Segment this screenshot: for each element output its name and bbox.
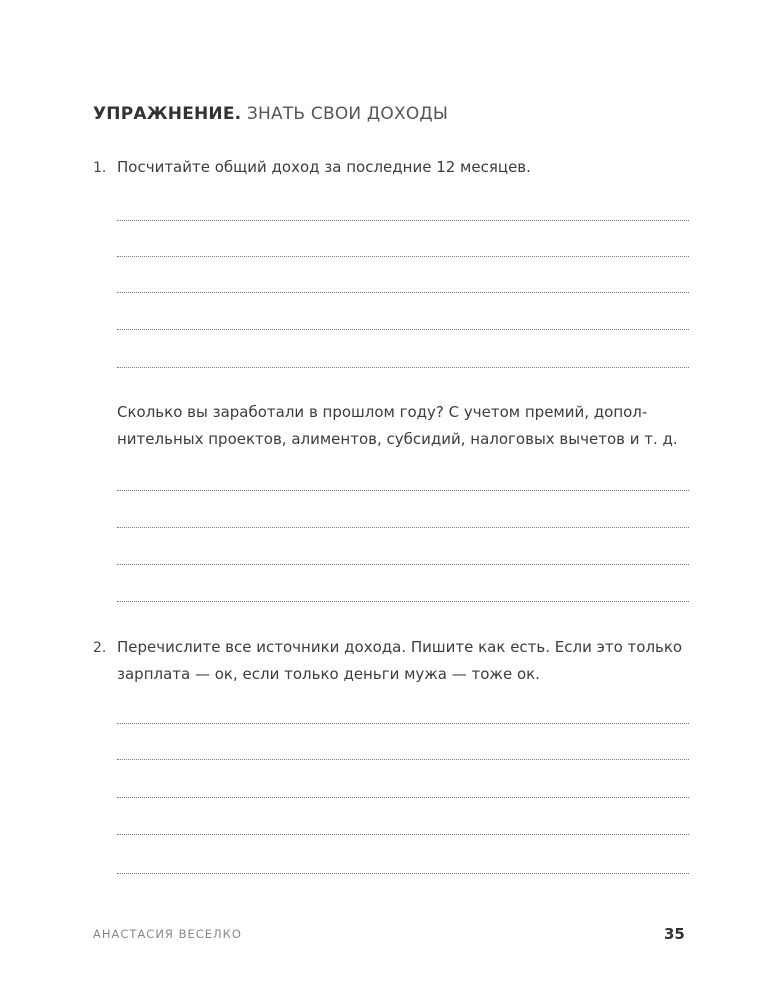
item-1-number: 1. (93, 160, 107, 176)
item-1-followup-line-1: Сколько вы заработали в прошлом году? С учетом премий, допол- (117, 403, 648, 421)
exercise-title (93, 104, 448, 124)
item-2-number: 2. (93, 640, 107, 656)
answer-line[interactable] (117, 527, 689, 528)
answer-line[interactable] (117, 723, 689, 724)
answer-line[interactable] (117, 759, 689, 760)
item-2-prompt-line-2: зарплата — ок, если только деньги мужа — тоже ок. (117, 665, 540, 683)
answer-line[interactable] (117, 256, 689, 257)
answer-line[interactable] (117, 490, 689, 491)
answer-line[interactable] (117, 797, 689, 798)
answer-line[interactable] (117, 873, 689, 874)
item-1-followup-line-2: нительных проектов, алиментов, субсидий, налоговых вычетов и т. д. (117, 430, 678, 448)
exercise-label: УПРАЖНЕНИЕ. (93, 104, 242, 124)
answer-line[interactable] (117, 367, 689, 368)
item-1-prompt: Посчитайте общий доход за последние 12 месяцев. (117, 158, 531, 176)
item-2-prompt-line-1: Перечислите все источники дохода. Пишите как есть. Если это только (117, 638, 683, 656)
answer-line[interactable] (117, 564, 689, 565)
footer-author: АНАСТАСИЯ ВЕСЕЛКО (93, 927, 242, 941)
page-number: 35 (664, 925, 685, 943)
answer-line[interactable] (117, 329, 689, 330)
answer-line[interactable] (117, 292, 689, 293)
exercise-name: ЗНАТЬ СВОИ ДОХОДЫ (241, 104, 449, 124)
answer-line[interactable] (117, 220, 689, 221)
answer-line[interactable] (117, 601, 689, 602)
answer-line[interactable] (117, 834, 689, 835)
